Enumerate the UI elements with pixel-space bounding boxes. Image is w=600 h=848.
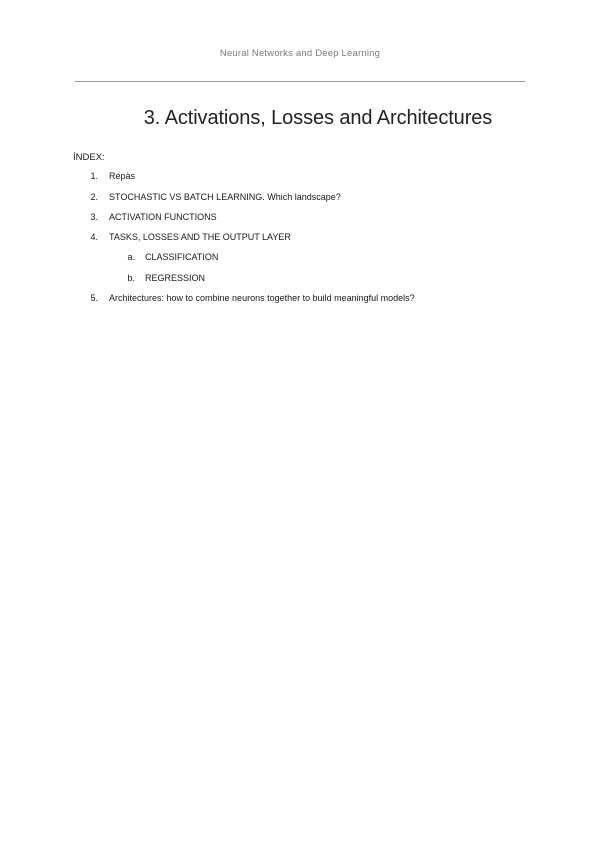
running-header: Neural Networks and Deep Learning xyxy=(219,48,381,59)
toc-item-text: STOCHASTIC VS BATCH LEARNING. Which landscape? xyxy=(109,192,341,202)
toc-item-number: 4. xyxy=(90,232,98,242)
toc-item-number: a. xyxy=(127,252,135,262)
toc-item-text: ACTIVATION FUNCTIONS xyxy=(109,212,217,222)
document-title: 3. Activations, Losses and Architectures xyxy=(143,107,493,129)
index-heading: ÍNDEX: xyxy=(73,152,105,163)
toc-item-number: b. xyxy=(127,273,135,283)
toc-item-number: 1. xyxy=(90,171,98,181)
toc-item-text: CLASSIFICATION xyxy=(145,252,219,262)
header-divider xyxy=(75,81,525,82)
toc-item-text: Architectures: how to combine neurons together to build meaningful models? xyxy=(109,293,415,303)
toc-item-text: TASKS, LOSSES AND THE OUTPUT LAYER xyxy=(109,232,291,242)
toc-item-number: 5. xyxy=(90,293,98,303)
toc-item-number: 2. xyxy=(90,192,98,202)
toc-item-text: REGRESSION xyxy=(145,273,206,283)
toc-item-number: 3. xyxy=(90,212,98,222)
toc-item-text: Repàs xyxy=(109,171,136,181)
